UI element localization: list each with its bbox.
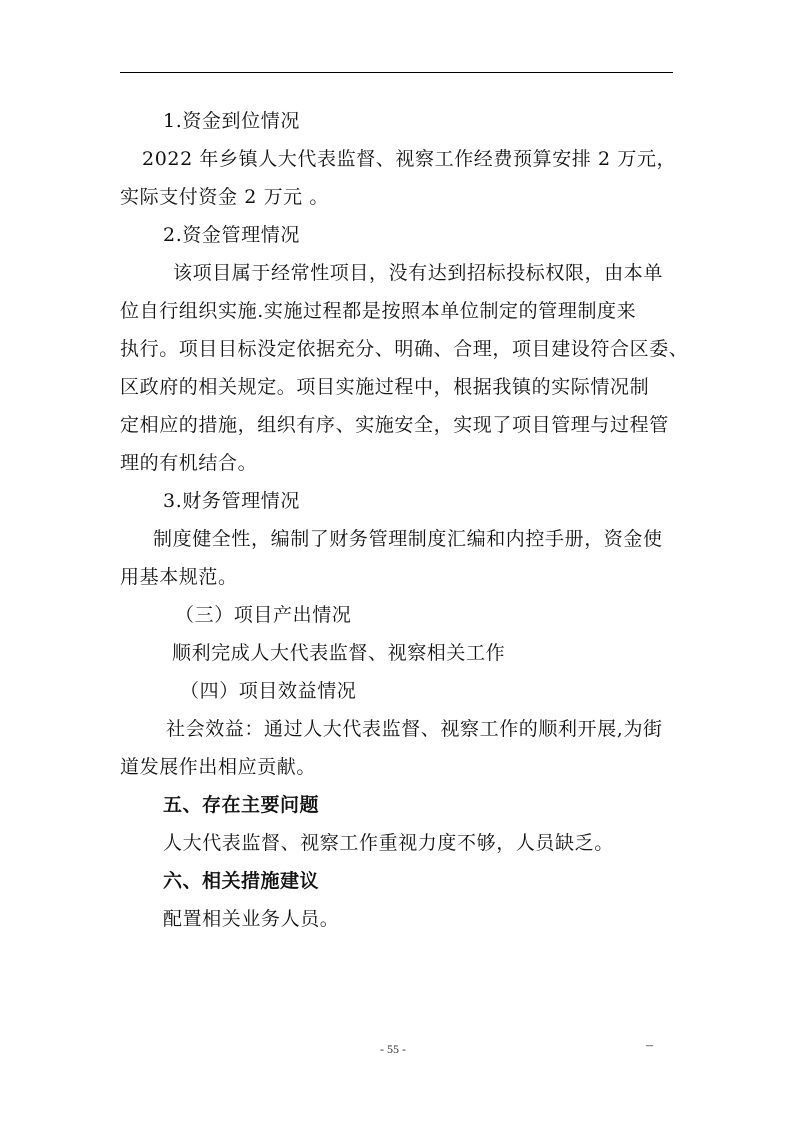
problems-heading: 五、存在主要问题: [163, 794, 320, 816]
measures-heading: 六、相关措施建议: [163, 870, 320, 892]
output-heading: （三）项目产出情况: [175, 604, 352, 626]
paragraph-line: 该项目属于经常性项目，没有达到招标投标权限，由本单: [173, 262, 664, 284]
paragraph-line: 实际支付资金 2 万元 。: [120, 186, 330, 208]
paragraph-line: 社会效益：通过人大代表监督、视察工作的顺利开展,为街: [166, 718, 663, 740]
paragraph-line: 人大代表监督、视察工作重视力度不够，人员缺乏。: [163, 832, 614, 854]
paragraph-line: 顺利完成人大代表监督、视察相关工作: [172, 642, 506, 664]
paragraph-line: 区政府的相关规定。项目实施过程中，根据我镇的实际情况制: [120, 376, 650, 398]
paragraph-line: 执行。项目目标没定依据充分、明确、合理，项目建设符合区委、: [120, 338, 689, 360]
page-number: - 55 -: [380, 1042, 406, 1056]
paragraph-line: 道发展作出相应贡献。: [120, 756, 317, 778]
funds-arrival-heading: 1.资金到位情况: [163, 110, 300, 132]
paragraph-line: 位自行组织实施.实施过程都是按照本单位制定的管理制度来: [120, 300, 637, 322]
finance-heading: 3.财务管理情况: [163, 490, 300, 512]
paragraph-line: 制度健全性，编制了财务管理制度汇编和内控手册，资金使: [153, 528, 663, 550]
footer-dash: –: [646, 1038, 653, 1053]
paragraph-line: 理的有机结合。: [120, 452, 258, 474]
paragraph-line: 用基本规范。: [120, 566, 238, 588]
benefit-heading: （四）项目效益情况: [180, 680, 357, 702]
funds-mgmt-heading: 2.资金管理情况: [163, 224, 300, 246]
paragraph-line: 定相应的措施，组织有序、实施安全，实现了项目管理与过程管: [120, 414, 669, 436]
paragraph-line: 配置相关业务人员。: [163, 908, 340, 930]
header-rule: [120, 72, 673, 73]
paragraph-line: 2022 年乡镇人大代表监督、视察工作经费预算安排 2 万元，: [142, 148, 677, 170]
